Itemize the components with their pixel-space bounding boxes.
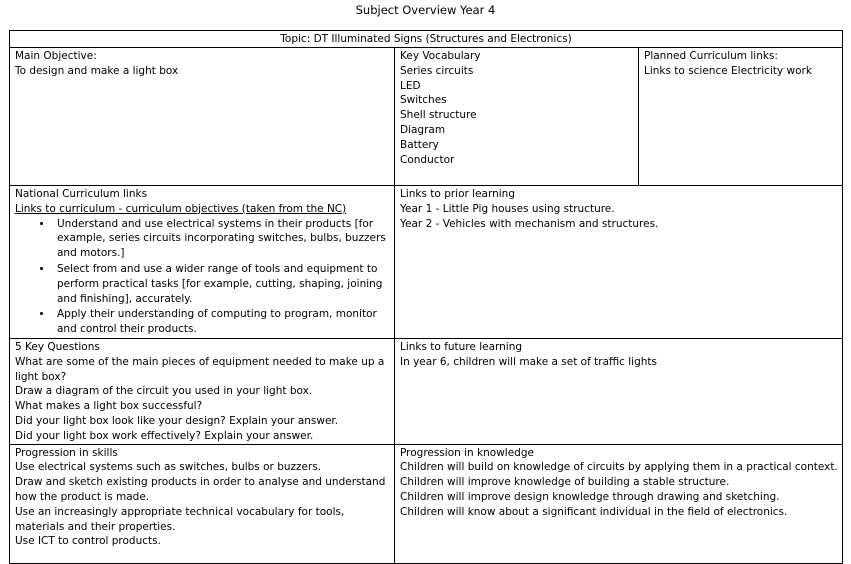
progression-skills-heading: Progression in skills bbox=[15, 446, 118, 459]
list-item: • Select from and use a wider range of tools and equipment to perform practical tasks [for example, cutting, shaping, joining and finishing], accurately. bbox=[53, 262, 389, 306]
prior-learning-item: Year 1 - Little Pig houses using structure. bbox=[400, 202, 615, 215]
knowledge-item: Children will build on knowledge of circuits by applying them in a practical context. bbox=[400, 461, 838, 474]
planned-links-text: Links to science Electricity work bbox=[644, 64, 812, 77]
planned-links-cell bbox=[639, 48, 843, 186]
knowledge-item: Children will improve knowledge of building a stable structure. bbox=[400, 476, 730, 489]
knowledge-item: Children will know about a significant individual in the field of electronics. bbox=[400, 505, 788, 518]
main-objective-text: To design and make a light box bbox=[15, 64, 179, 77]
topic-row bbox=[10, 31, 843, 48]
vocabulary-item: Diagram bbox=[400, 123, 446, 136]
skill-item: Use electrical systems such as switches, bulbs or buzzers. bbox=[15, 461, 322, 474]
main-objective-cell bbox=[10, 48, 395, 186]
vocabulary-item: Conductor bbox=[400, 153, 455, 166]
progression-knowledge-cell bbox=[395, 444, 843, 563]
prior-learning-cell bbox=[395, 186, 843, 339]
progression-skills-cell bbox=[10, 444, 395, 563]
prior-learning-item: Year 2 - Vehicles with mechanism and structures. bbox=[400, 217, 659, 230]
key-question: What are some of the main pieces of equipment needed to make up a light box? bbox=[15, 355, 385, 383]
curriculum-objectives-list bbox=[15, 217, 389, 337]
key-question: Did your light box look like your design? Explain your answer. bbox=[15, 414, 339, 427]
vocabulary-item: LED bbox=[400, 79, 421, 92]
list-item: • Apply their understanding of computing to program, monitor and control their products. bbox=[53, 307, 389, 337]
key-question: Draw a diagram of the circuit you used in your light box. bbox=[15, 385, 313, 398]
future-learning-text: In year 6, children will make a set of traffic lights bbox=[400, 355, 658, 368]
key-vocabulary-heading: Key Vocabulary bbox=[400, 50, 481, 62]
future-learning-heading: Links to future learning bbox=[400, 340, 523, 353]
list-item: • Understand and use electrical systems in their products [for example, series circuits incorporating switches, bulbs, buzzers and motors.] bbox=[53, 217, 389, 261]
planned-links-heading: Planned Curriculum links: bbox=[644, 50, 778, 62]
national-curriculum-subheading: Links to curriculum - curriculum objectives (taken from the NC) bbox=[15, 202, 347, 215]
topic-cell: Topic: DT Illuminated Signs (Structures and Electronics) bbox=[10, 31, 843, 48]
prior-learning-heading: Links to prior learning bbox=[400, 188, 516, 200]
vocabulary-item: Shell structure bbox=[400, 109, 477, 122]
knowledge-item: Children will improve design knowledge through drawing and sketching. bbox=[400, 490, 780, 503]
document-title: Subject Overview Year 4 bbox=[355, 3, 496, 17]
future-learning-cell bbox=[395, 338, 843, 444]
objectives-row bbox=[10, 48, 843, 186]
main-objective-heading: Main Objective: bbox=[15, 50, 97, 62]
key-question: What makes a light box successful? bbox=[15, 400, 203, 413]
key-questions-heading: 5 Key Questions bbox=[15, 340, 100, 353]
subject-overview-table bbox=[9, 30, 843, 564]
vocabulary-item: Series circuits bbox=[400, 64, 474, 77]
key-question: Did your light box work effectively? Explain your answer. bbox=[15, 429, 314, 442]
questions-row bbox=[10, 338, 843, 444]
progression-knowledge-heading: Progression in knowledge bbox=[400, 446, 534, 459]
skill-item: Use an increasingly appropriate technical vocabulary for tools, materials and their properties. bbox=[15, 505, 345, 533]
key-vocabulary-cell bbox=[395, 48, 639, 186]
curriculum-row bbox=[10, 186, 843, 339]
key-questions-cell bbox=[10, 338, 395, 444]
vocabulary-item: Battery bbox=[400, 138, 439, 151]
skill-item: Use ICT to control products. bbox=[15, 535, 161, 548]
skill-item: Draw and sketch existing products in order to analyse and understand how the product is made. bbox=[15, 476, 386, 503]
progression-row bbox=[10, 444, 843, 563]
national-curriculum-cell bbox=[10, 186, 395, 339]
vocabulary-item: Switches bbox=[400, 94, 447, 107]
national-curriculum-heading: National Curriculum links bbox=[15, 188, 148, 200]
